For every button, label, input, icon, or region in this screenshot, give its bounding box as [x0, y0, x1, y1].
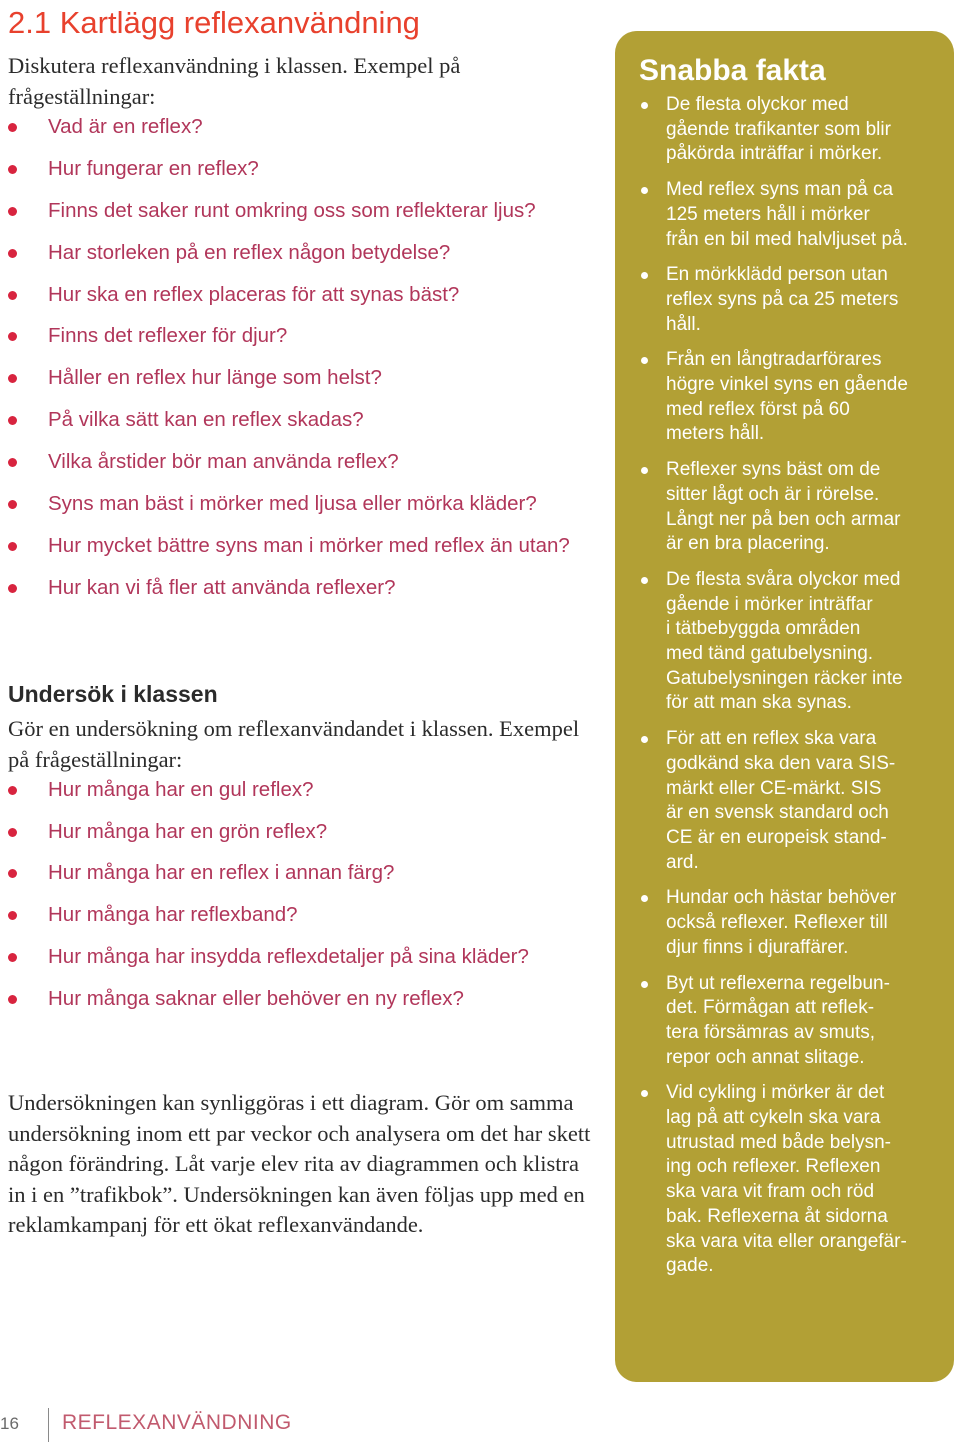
list-item-text: Hur många saknar eller behöver en ny reflex?: [48, 987, 464, 1011]
footer-section-label: REFLEXANVÄNDNING: [62, 1411, 292, 1434]
list-item-text: Hur många har en gul reflex?: [48, 777, 314, 801]
list-item: [8, 238, 598, 280]
bullet-icon: [8, 584, 17, 593]
bullet-icon: [8, 416, 17, 425]
facts-list: [639, 93, 938, 1279]
bullet-icon: [8, 165, 17, 174]
bullet-icon: [8, 374, 17, 383]
bullet-icon: [8, 500, 17, 509]
list-item: [8, 858, 598, 900]
fact-item: [639, 348, 938, 447]
fact-item-text: De flesta svåra olyckor med gående i mörker inträffar i tätbebyggda områden med tänd gatubelysning. Gatubelysningen räcker inte för att man ska synas.: [666, 568, 903, 714]
facts-panel: [615, 31, 954, 1382]
fact-item: [639, 972, 938, 1071]
fact-item: [639, 458, 938, 557]
fact-item: [639, 93, 938, 167]
bullet-icon: [8, 828, 17, 837]
bullet-icon: [641, 467, 648, 474]
fact-item-text: Från en långtradarförares högre vinkel syns en gående med reflex först på 60 meters håll.: [666, 349, 908, 445]
survey-question-list: [8, 775, 598, 1026]
list-item: [8, 196, 598, 238]
list-item-text: Har storleken på en reflex någon betydelse?: [48, 240, 451, 264]
bullet-icon: [8, 953, 17, 962]
fact-item-text: Reflexer syns bäst om de sitter lågt och är i rörelse. Långt ner på ben och armar är en bra placering.: [666, 459, 901, 555]
bullet-icon: [8, 869, 17, 878]
list-item: [8, 531, 598, 573]
fact-item-text: En mörkklädd person utan reflex syns på ca 25 meters håll.: [666, 264, 899, 335]
list-item-text: Vilka årstider bör man använda reflex?: [48, 450, 399, 474]
survey-outro: Undersökningen kan synliggöras i ett diagram. Gör om samma undersökning inom ett par veckor och analysera om det har skett någon förändring. Låt varje elev rita av diagrammen och klistra in i en ”trafikbok”. Undersökningen kan även följas upp med en reklamkampanj för ett ökat reflexanvändande.: [8, 1090, 591, 1238]
bullet-icon: [8, 207, 17, 216]
page-number: 16: [0, 1414, 19, 1433]
fact-item: [639, 178, 938, 252]
list-item: [8, 280, 598, 322]
section-heading: [8, 4, 598, 42]
facts-panel-title: Snabba fakta: [639, 54, 826, 87]
bullet-icon: [641, 736, 648, 743]
bullet-icon: [641, 577, 648, 584]
fact-item-text: För att en reflex ska vara godkänd ska den vara SIS- märkt eller CE-märkt. SIS är en svensk standard och CE är en europeisk stand- ard.: [666, 728, 896, 873]
section-title: Kartlägg reflexanvändning: [59, 5, 420, 40]
bullet-icon: [641, 272, 648, 279]
fact-item: [639, 263, 938, 337]
bullet-icon: [641, 357, 648, 364]
list-item: [8, 984, 598, 1026]
list-item: [8, 154, 598, 196]
fact-item-text: Vid cykling i mörker är det lag på att cykeln ska vara utrustad med både belysn- ing och reflexer. Reflexen ska vara vit fram och röd bak. Reflexerna åt sidorna ska vara vita eller orangefär- gade.: [666, 1082, 907, 1277]
survey-intro: Gör en undersökning om reflexanvändandet i klassen. Exempel på frågeställningar:: [8, 715, 580, 772]
bullet-icon: [8, 123, 17, 132]
fact-item: [639, 1081, 938, 1279]
section-number: 2.1: [8, 5, 52, 40]
fact-item-text: Byt ut reflexerna regelbun- det. Förmågan att reflek- tera försämras av smuts, repor och annat slitage.: [666, 972, 890, 1068]
list-item-text: Syns man bäst i mörker med ljusa eller mörka kläder?: [48, 492, 537, 516]
section-intro: Diskutera reflexanvändning i klassen. Exempel på frågeställningar:: [8, 53, 461, 109]
list-item-text: Hur många har reflexband?: [48, 903, 298, 927]
bullet-icon: [8, 786, 17, 795]
list-item: [8, 363, 598, 405]
bullet-icon: [8, 995, 17, 1004]
main-column: [8, 0, 598, 1264]
bullet-icon: [641, 981, 648, 988]
list-item-text: Hur mycket bättre syns man i mörker med reflex än utan?: [48, 533, 570, 557]
list-item-text: Finns det saker runt omkring oss som reflekterar ljus?: [48, 198, 536, 222]
list-item-text: Håller en reflex hur länge som helst?: [48, 366, 382, 390]
list-item-text: Hur många har en grön reflex?: [48, 819, 328, 843]
discussion-question-list: [8, 112, 598, 615]
bullet-icon: [8, 911, 17, 920]
list-item: [8, 817, 598, 859]
list-item-text: Finns det reflexer för djur?: [48, 324, 288, 348]
bullet-icon: [641, 102, 648, 109]
bullet-icon: [8, 291, 17, 300]
fact-item-text: Med reflex syns man på ca 125 meters håll i mörker från en bil med halvljuset på.: [666, 179, 908, 250]
list-item: [8, 321, 598, 363]
list-item: [8, 405, 598, 447]
fact-item-text: Hundar och hästar behöver också reflexer. Reflexer till djur finns i djuraffärer.: [666, 887, 897, 958]
footer-divider: [48, 1408, 49, 1442]
page-footer: [0, 1408, 400, 1444]
fact-item-text: De flesta olyckor med gående trafikanter som blir påkörda inträffar i mörker.: [666, 94, 891, 165]
list-item-text: Hur kan vi få fler att använda reflexer?: [48, 575, 396, 599]
fact-item: [639, 727, 938, 875]
list-item: [8, 900, 598, 942]
list-item-text: På vilka sätt kan en reflex skadas?: [48, 408, 364, 432]
survey-heading: Undersök i klassen: [8, 680, 218, 707]
bullet-icon: [641, 187, 648, 194]
bullet-icon: [8, 458, 17, 467]
list-item-text: Hur många har en reflex i annan färg?: [48, 861, 395, 885]
bullet-icon: [641, 1090, 648, 1097]
list-item: [8, 489, 598, 531]
bullet-icon: [8, 542, 17, 551]
list-item: [8, 775, 598, 817]
bullet-icon: [641, 895, 648, 902]
list-item-text: Vad är en reflex?: [48, 115, 203, 138]
list-item-text: Hur många har insydda reflexdetaljer på sina kläder?: [48, 945, 529, 969]
bullet-icon: [8, 332, 17, 341]
list-item-text: Hur fungerar en reflex?: [48, 156, 259, 180]
list-item: [8, 942, 598, 984]
bullet-icon: [8, 249, 17, 258]
list-item: [8, 573, 598, 615]
list-item-text: Hur ska en reflex placeras för att synas bäst?: [48, 282, 460, 306]
list-item: [8, 112, 598, 154]
list-item: [8, 447, 598, 489]
fact-item: [639, 568, 938, 716]
fact-item: [639, 886, 938, 960]
